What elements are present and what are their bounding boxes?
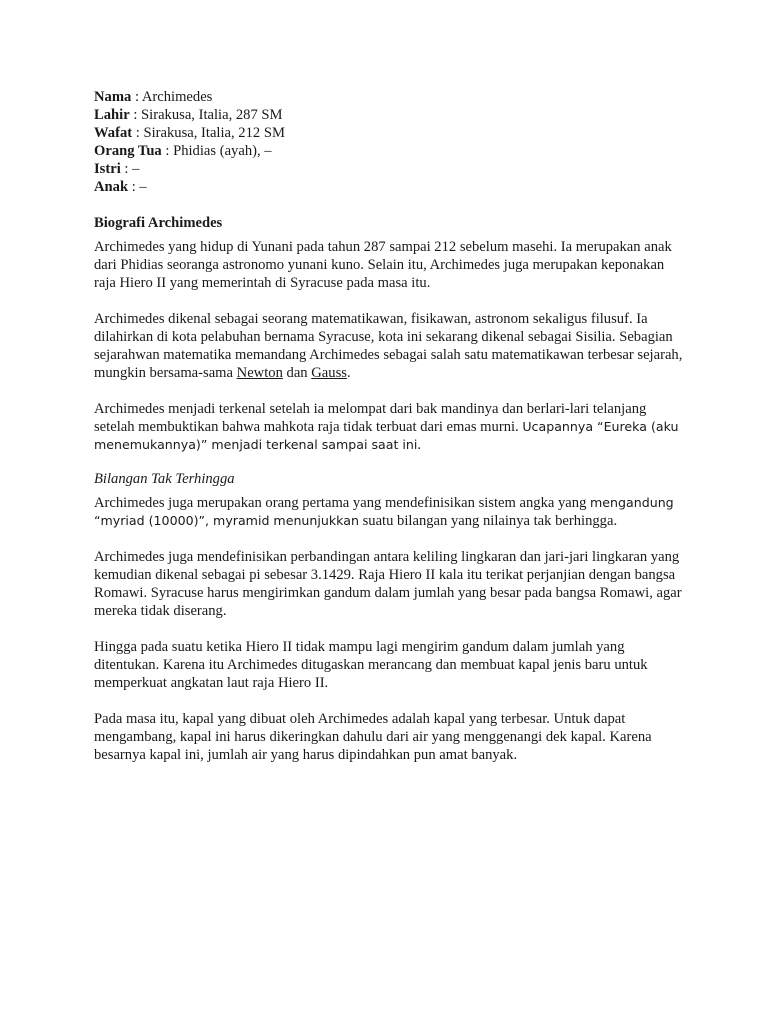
eureka-quote: Ucapannya “Eureka (aku menemukannya)” menjadi terkenal sampai saat ini	[94, 419, 679, 452]
biografi-paragraph-1: Archimedes yang hidup di Yunani pada tahun 287 sampai 212 sebelum masehi. Ia merupakan anak dari Phidias seoranga astronomo yunani kuno. Selain itu, Archimedes juga merupakan keponakan raja Hiero II yang memerintah di Syracuse pada masa itu.	[94, 239, 672, 291]
biografi-p3-text: Archimedes menjadi terkenal setelah ia melompat dari bak mandinya dan berlari-lari telanjang setelah membuktikan bahwa mahkota raja tidak terbuat dari emas murni.	[94, 401, 647, 435]
lahir-label: Lahir	[94, 107, 130, 123]
myriad-quote: mengandung “myriad (10000)”, myramid menunjukkan	[94, 495, 674, 528]
newton-link[interactable]: Newton	[236, 365, 283, 381]
biografi-p2-mid: dan	[282, 365, 312, 381]
biografi-paragraph-3	[94, 400, 684, 454]
anak-value: : –	[131, 179, 147, 195]
nama-label: Nama	[94, 89, 132, 105]
wafat-label: Wafat	[94, 125, 133, 141]
profile-orangtua	[94, 142, 684, 160]
orangtua-label: Orang Tua	[94, 143, 162, 159]
bilangan-p1-end: suatu bilangan yang nilainya tak berhingga.	[358, 513, 618, 529]
biografi-p2-end: .	[346, 365, 351, 381]
bilangan-paragraph-3: Hingga pada suatu ketika Hiero II tidak mampu lagi mengirim gandum dalam jumlah yang ditentukan. Karena itu Archimedes ditugaskan merancang dan membuat kapal jenis baru untuk memperkuat angkatan laut raja Hiero II.	[94, 639, 648, 691]
profile-block	[94, 88, 684, 196]
biografi-p3-end: .	[417, 437, 422, 453]
istri-value: : –	[124, 161, 140, 177]
bilangan-p1-text: Archimedes juga merupakan orang pertama yang mendefinisikan sistem angka yang	[94, 495, 591, 511]
gauss-link[interactable]: Gauss	[311, 365, 347, 381]
profile-anak	[94, 178, 684, 196]
profile-nama	[94, 88, 684, 106]
profile-istri	[94, 160, 684, 178]
anak-label: Anak	[94, 179, 129, 195]
document-page	[94, 88, 684, 764]
profile-lahir	[94, 106, 684, 124]
bilangan-paragraph-1	[94, 494, 684, 530]
profile-wafat	[94, 124, 684, 142]
istri-label: Istri	[94, 161, 121, 177]
bilangan-paragraph-4: Pada masa itu, kapal yang dibuat oleh Archimedes adalah kapal yang terbesar. Untuk dapat mengambang, kapal ini harus dikeringkan dahulu dari air yang menggenangi dek kapal. Karena besarnya kapal ini, jumlah air yang harus dipindahkan pun amat banyak.	[94, 711, 652, 763]
nama-value: : Archimedes	[134, 89, 213, 105]
section-heading-biografi: Biografi Archimedes	[94, 215, 223, 231]
wafat-value: : Sirakusa, Italia, 212 SM	[135, 125, 285, 141]
lahir-value: : Sirakusa, Italia, 287 SM	[133, 107, 283, 123]
section-heading-bilangan: Bilangan Tak Terhingga	[94, 471, 235, 487]
biografi-paragraph-2	[94, 310, 684, 382]
biografi-p2-text: Archimedes dikenal sebagai seorang matematikawan, fisikawan, astronom sekaligus filusuf. Ia dilahirkan di kota pelabuhan bernama Syracuse, kota ini sekarang dikenal sebagai Sisilia. Sebagian sejarahwan matematika memandang Archimedes sebagai salah satu matematikawan terbesar sejarah, mungkin bersama-sama	[94, 311, 683, 381]
orangtua-value: : Phidias (ayah), –	[165, 143, 272, 159]
bilangan-paragraph-2: Archimedes juga mendefinisikan perbandingan antara keliling lingkaran dan jari-jari lingkaran yang kemudian dikenal sebagai pi sebesar 3.1429. Raja Hiero II kala itu terikat perjanjian dengan bangsa Romawi. Syracuse harus mengirimkan gandum dalam jumlah yang besar pada bangsa Romawi, agar mereka tidak diserang.	[94, 549, 682, 619]
